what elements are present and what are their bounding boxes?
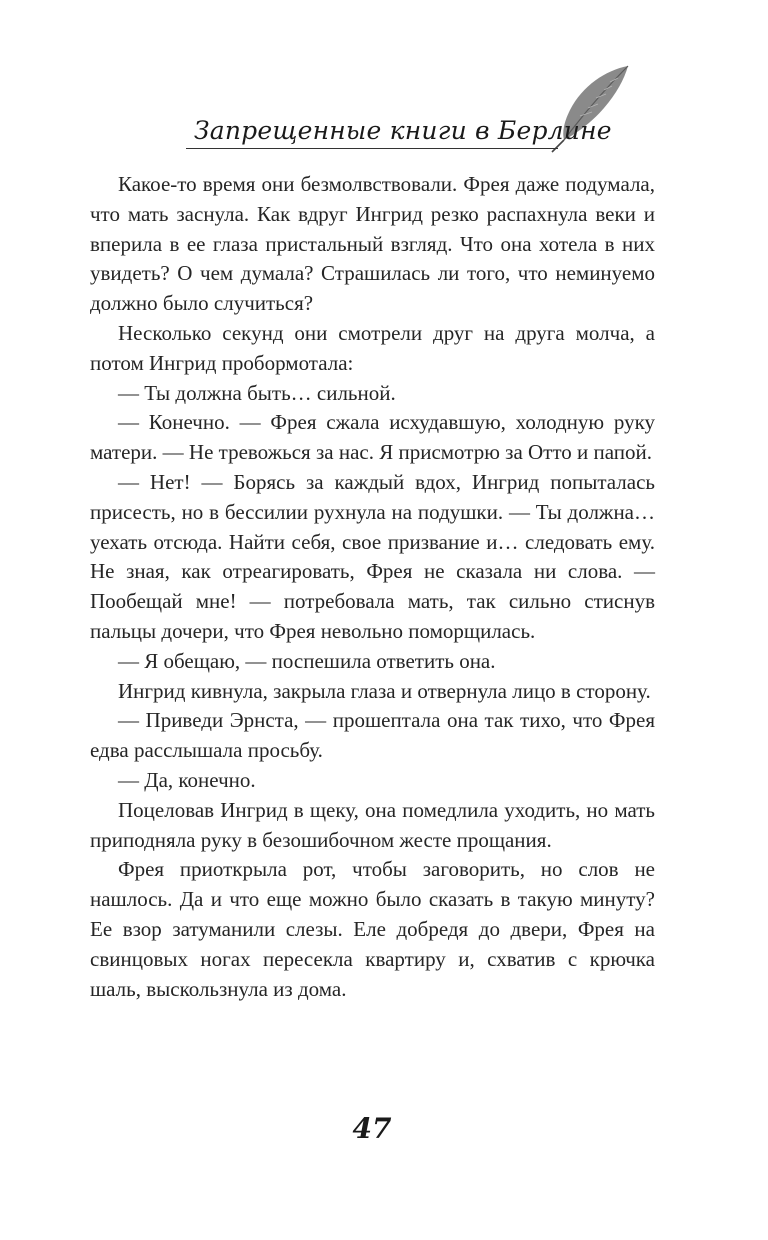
paragraph: Какое-то время они безмолвствовали. Фрея даже подумала, что мать заснула. Как вдруг Ингрид резко распахнула веки и вперила в ее глаза пристальный взгляд. Что она хотела в них увидеть? О чем думала? Страшилась ли того, что неминуемо должно было случиться? <box>90 172 655 316</box>
paragraph: — Конечно. — Фрея сжала исхудавшую, холодную руку матери. — Не тревожься за нас. Я присмотрю за Отто и папой. <box>90 410 655 465</box>
paragraph: Ингрид кивнула, закрыла глаза и отвернула лицо в сторону. <box>118 678 651 703</box>
paragraph: — Ты должна быть… сильной. <box>118 380 396 405</box>
running-header <box>186 108 612 160</box>
paragraph: — Я обещаю, — поспешила ответить она. <box>118 648 496 673</box>
paragraph: — Приведи Эрнста, — прошептала она так тихо, что Фрея едва расслышала просьбу. <box>90 708 655 763</box>
header-title: Запрещенные книги в Берлине <box>194 116 612 145</box>
page-number: 47 <box>352 1112 392 1145</box>
paragraph: — Да, конечно. <box>118 767 256 792</box>
paragraph: Несколько секунд они смотрели друг на друга молча, а потом Ингрид пробормотала: <box>90 320 655 375</box>
paragraph: Фрея приоткрыла рот, чтобы заговорить, но слов не нашлось. Да и что еще можно было сказать в такую минуту? Ее взор затуманили слезы. Еле добредя до двери, Фрея на свинцовых ногах пересекла квартиру и, схватив с крючка шаль, выскользнула из дома. <box>90 857 655 1001</box>
header-rule <box>186 148 558 149</box>
paragraph: Поцеловав Ингрид в щеку, она помедлила уходить, но мать приподняла руку в безошибочном жесте прощания. <box>90 797 655 852</box>
page-body <box>90 170 655 1004</box>
paragraph: — Нет! — Борясь за каждый вдох, Ингрид попыталась присесть, но в бессилии рухнула на подушки. — Ты должна… уехать отсюда. Найти себя, свое призвание и… следовать ему. Не зная, как отреагировать, Фрея не сказала ни слова. — Пообещай мне! — потребовала мать, так сильно стиснув пальцы дочери, что Фрея невольно поморщилась. <box>90 469 655 643</box>
